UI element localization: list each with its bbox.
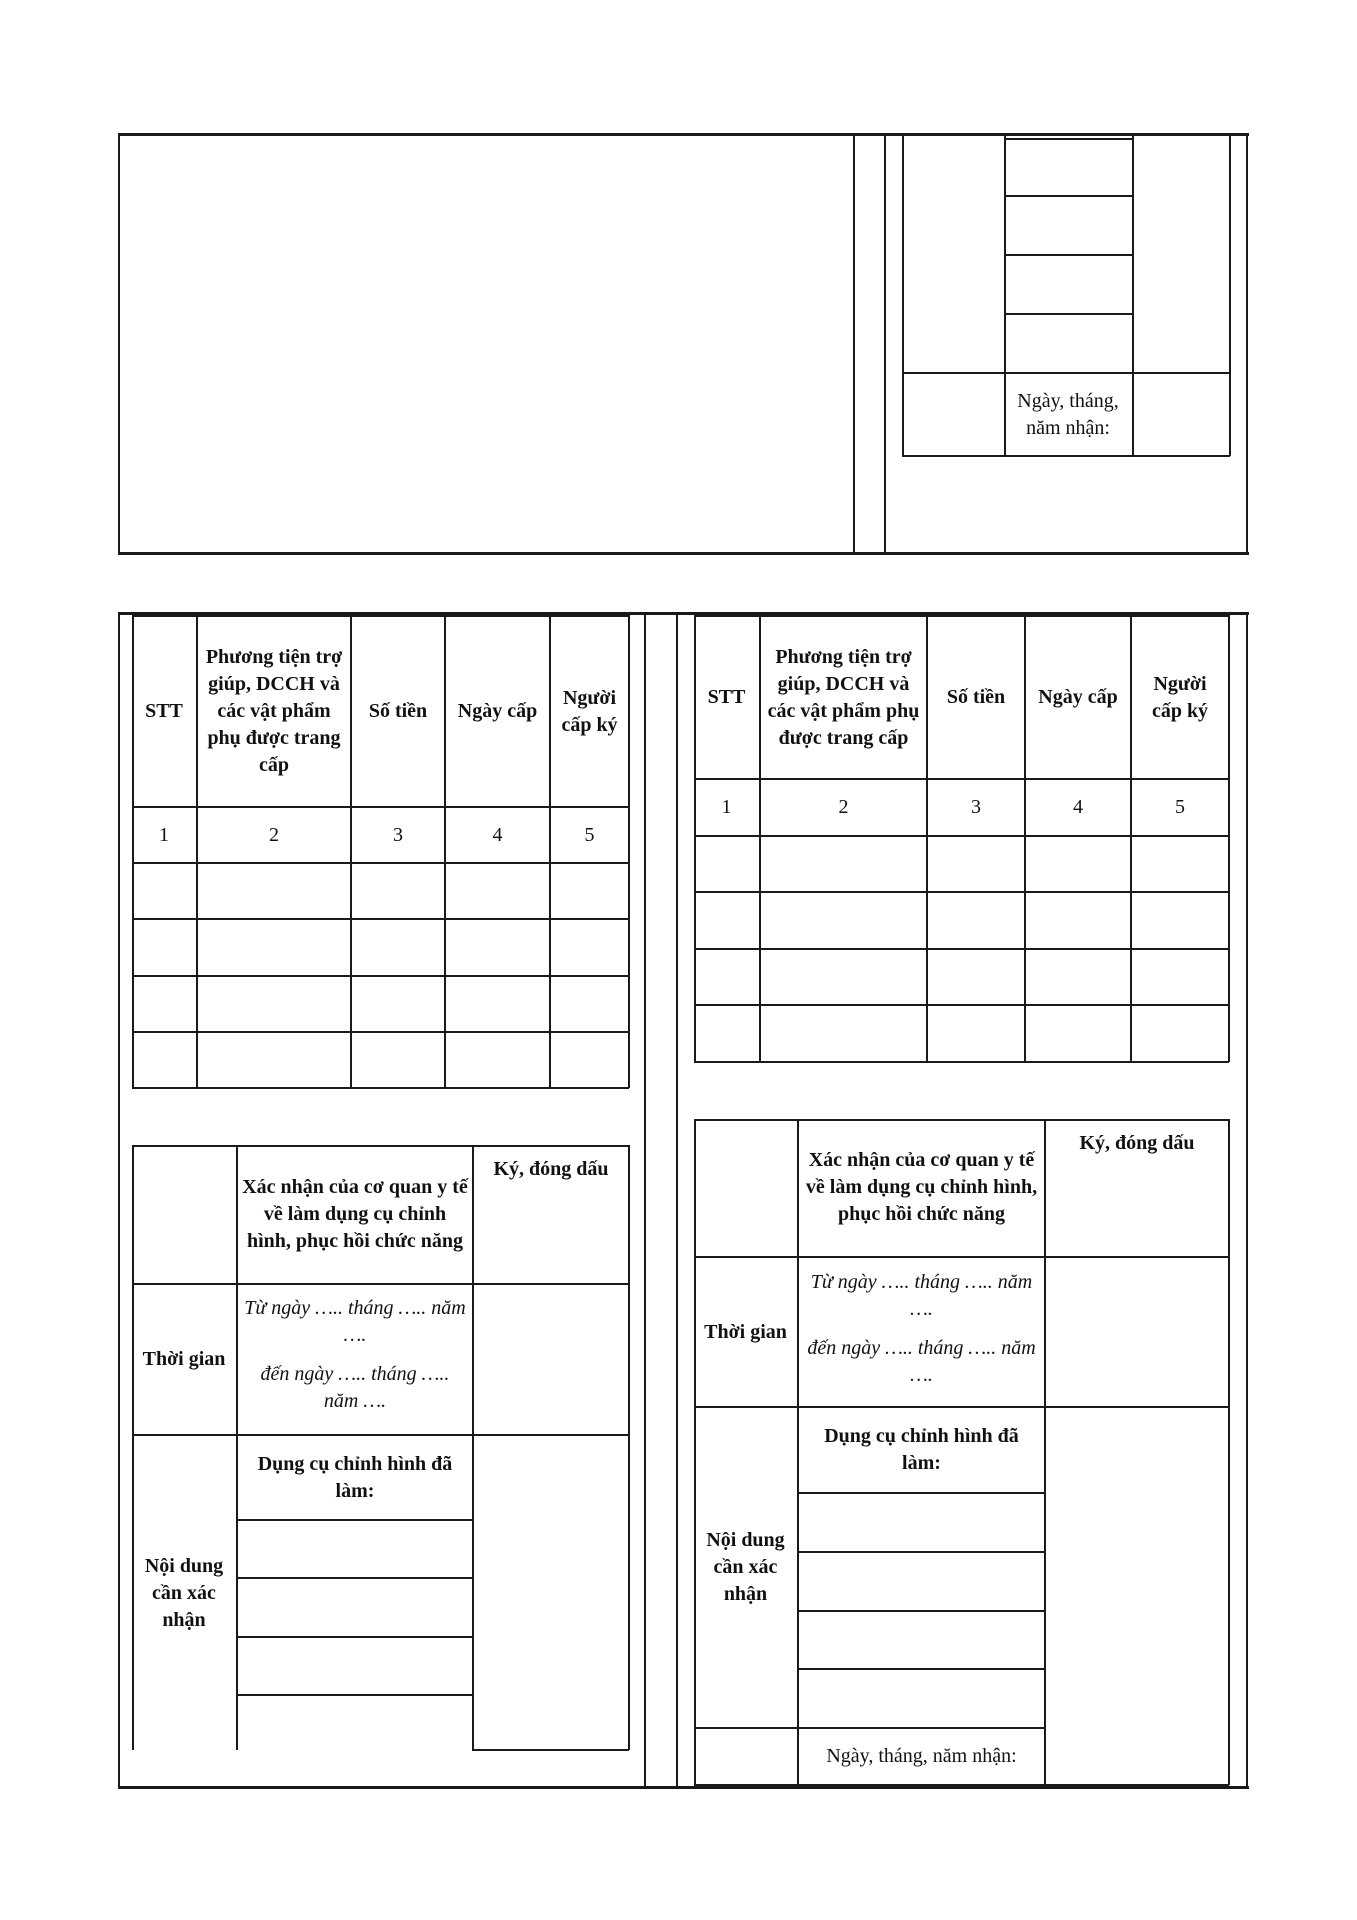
row-line <box>797 1668 1045 1670</box>
header-issue-date: Ngày cấp <box>457 700 538 722</box>
col-line <box>472 1145 474 1750</box>
sign-stamp-header: Ký, đóng dấu <box>1079 1132 1195 1154</box>
row-line <box>236 1636 473 1638</box>
content-label: Nội dung cần xác nhận <box>144 1554 224 1631</box>
row-line <box>694 835 1229 837</box>
row-line <box>132 975 629 977</box>
row-line <box>132 918 629 920</box>
confirmation-header: Xác nhận của cơ quan y tế về làm dụng cụ chỉnh hình, phục hồi chức năng <box>805 1148 1038 1225</box>
table-line <box>1004 138 1132 140</box>
table-line <box>1004 195 1132 197</box>
header-signer: Người cấp ký <box>561 686 618 736</box>
confirmation-header: Xác nhận của cơ quan y tế về làm dụng cụ chỉnh hình, phục hồi chức năng <box>242 1175 468 1252</box>
row-line <box>236 1694 473 1696</box>
col-line <box>628 615 630 1088</box>
row-line <box>236 1519 473 1521</box>
sign-stamp-header: Ký, đóng dấu <box>493 1158 609 1180</box>
time-label: Thời gian <box>142 1348 226 1370</box>
header-items: Phương tiện trợ giúp, DCCH và các vật phẩm phụ được trang cấp <box>205 646 343 776</box>
row-line <box>132 1087 629 1089</box>
device-label: Dụng cụ chỉnh hình đã làm: <box>824 1425 1019 1474</box>
fold-line <box>644 612 646 1788</box>
col-number: 1 <box>159 823 169 846</box>
row-line <box>694 1784 1229 1786</box>
row-line <box>132 862 629 864</box>
row-line <box>694 891 1229 893</box>
received-date-label: Ngày, tháng, năm nhận: <box>826 1745 1017 1767</box>
bottom-border <box>118 552 1249 555</box>
table-line <box>1004 254 1132 256</box>
header-items: Phương tiện trợ giúp, DCCH và các vật phẩm phụ được trang cấp <box>767 645 920 749</box>
fold-line <box>853 133 855 553</box>
header-stt: STT <box>145 700 183 722</box>
col-number: 5 <box>584 823 595 846</box>
col-number: 2 <box>269 823 279 846</box>
table-border <box>1229 133 1231 456</box>
from-date-text: Từ ngày ….. tháng ….. năm …. <box>810 1271 1033 1320</box>
top-border <box>118 133 1249 136</box>
right-border <box>1246 133 1248 553</box>
table-border <box>902 133 904 456</box>
header-signer: Người cấp ký <box>1151 672 1209 722</box>
row-line <box>694 1061 1229 1063</box>
content-label: Nội dung cần xác nhận <box>706 1529 785 1605</box>
received-date-label: Ngày, tháng, năm nhận: <box>1017 389 1119 439</box>
col-line <box>1044 1119 1046 1785</box>
row-line <box>132 1031 629 1033</box>
frame-left <box>118 612 120 1788</box>
to-date-text: đến ngày ….. tháng ….. năm …. <box>260 1363 450 1412</box>
left-border <box>118 133 120 553</box>
col-number: 3 <box>393 823 403 846</box>
header-issue-date: Ngày cấp <box>1038 686 1118 708</box>
row-line <box>472 1749 629 1751</box>
row-line <box>797 1610 1045 1612</box>
row-line <box>694 948 1229 950</box>
table-line <box>1004 313 1132 315</box>
from-date-text: Từ ngày ….. tháng ….. năm …. <box>244 1297 466 1346</box>
col-number: 1 <box>721 796 732 818</box>
header-amount: Số tiền <box>368 700 428 722</box>
col-number: 3 <box>971 796 981 818</box>
row-line <box>694 1004 1229 1006</box>
fold-line <box>676 612 678 1788</box>
col-number: 5 <box>1175 796 1185 818</box>
to-date-text: đến ngày ….. tháng ….. năm …. <box>807 1337 1036 1386</box>
row-line <box>132 1145 629 1147</box>
col-line <box>628 1145 630 1750</box>
col-line <box>1228 615 1230 1062</box>
col-number: 2 <box>838 796 849 818</box>
col-number: 4 <box>492 823 503 846</box>
row-line <box>797 1551 1045 1553</box>
header-stt: STT <box>707 686 746 708</box>
row-line <box>797 1492 1045 1494</box>
frame-right <box>1246 612 1248 1788</box>
table-border <box>1132 133 1134 456</box>
row-line <box>236 1577 473 1579</box>
device-label: Dụng cụ chỉnh hình đã làm: <box>257 1452 453 1502</box>
fold-line <box>884 133 886 553</box>
col-line <box>1228 1119 1230 1785</box>
row-line <box>694 1119 1229 1121</box>
header-amount: Số tiền <box>946 686 1006 708</box>
frame-bottom <box>118 1786 1249 1789</box>
col-number: 4 <box>1073 796 1083 818</box>
table-line <box>902 455 1230 457</box>
time-label: Thời gian <box>704 1320 787 1343</box>
